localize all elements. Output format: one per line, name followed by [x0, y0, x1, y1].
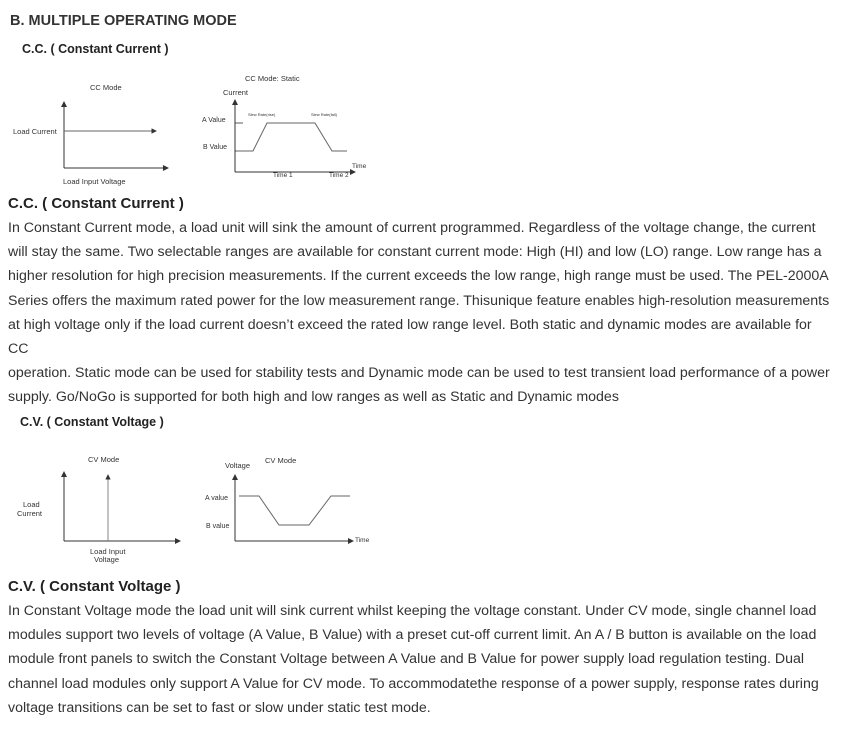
cv-x-label-2: Voltage	[94, 555, 120, 564]
cc-line: higher resolution for high precision measurements. If the current exceeds the low range, high range must be used. The PEL-2000A	[8, 268, 829, 285]
cc-a-value-label: A Value	[202, 117, 226, 124]
cc-description	[8, 216, 834, 410]
cc-mode-label: CC Mode	[90, 83, 122, 92]
cv-a-value-label: A value	[205, 495, 228, 502]
cv-static-diagram	[195, 450, 385, 550]
cv-subheading: C.V. ( Constant Voltage )	[20, 415, 164, 429]
cv-line: module front panels to switch the Constant Voltage between A Value and B Value for power supply load regulation testing. Dual	[8, 651, 805, 668]
cc-line: will stay the same. Two selectable ranges are available for constant current mode: High (HI) and low (LO) range. Low range has a	[8, 244, 822, 261]
cc-line: operation. Static mode can be used for stability tests and Dynamic mode can be used to test transient load performance of a power	[8, 365, 830, 382]
cv-static-mode-label: CV Mode	[265, 456, 297, 465]
cc-line: at high voltage only if the load current doesn’t exceed the rated low range level. Both static and dynamic modes are available for CC	[8, 316, 812, 358]
cc-slew-fall-label: Slew Rate(fall)	[311, 112, 338, 117]
cv-line: voltage transitions can be set to fast or slow under static test mode.	[8, 699, 431, 716]
cc-time1-label: Time 1	[273, 172, 293, 179]
cv-section-title: C.V. ( Constant Voltage )	[8, 578, 181, 595]
cv-mode-label: CV Mode	[88, 455, 120, 464]
cv-x-label-1: Load Input	[90, 547, 126, 556]
cc-static-mode-label: CC Mode: Static	[245, 74, 300, 83]
cc-section-title: C.C. ( Constant Current )	[8, 195, 184, 212]
cv-line: modules support two levels of voltage (A Value, B Value) with a preset cut-off current limit. An A / B button is available on the load	[8, 627, 817, 644]
cc-line: supply. Go/NoGo is supported for both high and low ranges as well as Static and Dynamic modes	[8, 389, 619, 406]
cv-static-waveform	[239, 496, 350, 525]
cc-slew-rise-label: Slew Rate(rise)	[248, 112, 276, 117]
cv-static-y-label: Voltage	[225, 461, 251, 470]
cc-time-axis-label: Time	[352, 163, 367, 170]
cc-x-axis-label: Load Input Voltage	[63, 177, 126, 186]
cc-line: In Constant Current mode, a load unit will sink the amount of current programmed. Regardless of the voltage change, the current	[8, 220, 816, 236]
cv-y-label-2: Current	[17, 509, 43, 518]
page-heading: B. MULTIPLE OPERATING MODE	[10, 13, 237, 29]
cc-static-diagram	[195, 70, 385, 190]
cv-y-label-1: Load	[23, 500, 40, 509]
cc-static-y-label: Current	[223, 88, 249, 97]
cc-subheading: C.C. ( Constant Current )	[22, 42, 169, 56]
cc-mode-diagram	[0, 70, 200, 190]
cc-y-axis-label: Load Current	[13, 127, 57, 136]
cv-mode-diagram	[0, 450, 200, 570]
cv-description	[8, 599, 834, 720]
cv-b-value-label: B value	[206, 523, 230, 530]
cc-time2-label: Time 2	[329, 172, 349, 179]
cv-line: In Constant Voltage mode the load unit will sink current whilst keeping the voltage constant. Under CV mode, single channel load	[8, 603, 817, 619]
cc-b-value-label: B Value	[203, 144, 227, 151]
cv-line: channel load modules only support A Value for CV mode. To accommodatethe response of a power supply, response rates during	[8, 675, 819, 692]
cc-line: Series offers the maximum rated power for the low measurement range. Thisunique feature enables high-resolution measurements	[8, 292, 830, 309]
cv-time-axis-label: Time	[355, 537, 370, 544]
cc-static-waveform	[237, 123, 347, 151]
